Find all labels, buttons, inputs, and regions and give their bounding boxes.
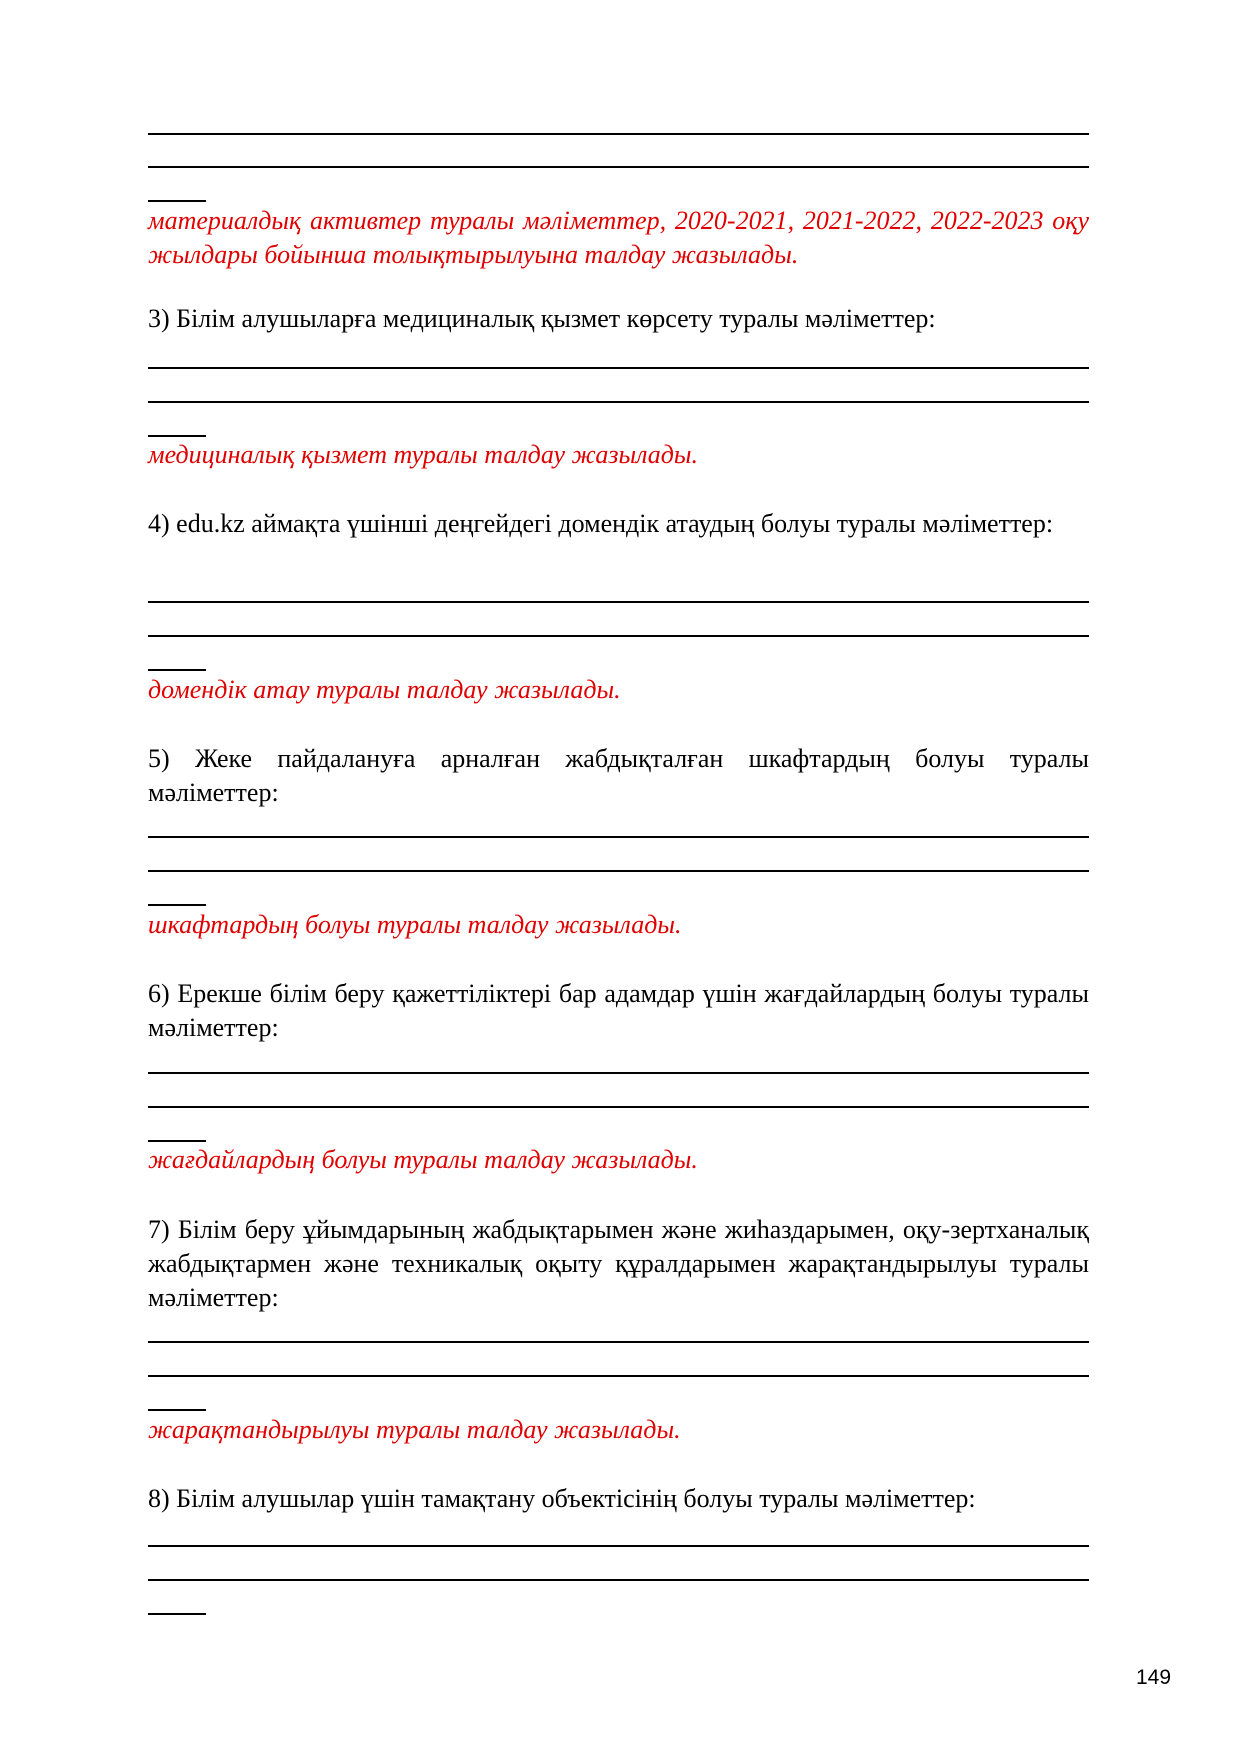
answer-line	[148, 1072, 1089, 1074]
answer-line	[148, 1375, 1089, 1377]
answer-line	[148, 1341, 1089, 1343]
answer-line	[148, 635, 1089, 637]
answer-line-stub	[148, 1409, 206, 1411]
section-8-heading: 8) Білім алушылар үшін тамақтану объектісінің болуы туралы мәліметтер:	[148, 1484, 976, 1513]
answer-line	[148, 401, 1089, 403]
answer-line	[148, 836, 1089, 838]
answer-line	[148, 1106, 1089, 1108]
answer-line	[148, 367, 1089, 369]
answer-line	[148, 1579, 1089, 1581]
page-number: 149	[1136, 1666, 1172, 1689]
section-4-heading: 4) edu.kz аймақта үшінші деңгейдегі домендік атаудың болуы туралы мәліметтер:	[148, 509, 1054, 538]
answer-line-stub	[148, 669, 206, 671]
answer-line-stub	[148, 904, 206, 906]
answer-line-stub	[148, 200, 206, 202]
answer-line	[148, 133, 1089, 135]
section-7-note: жарақтандырылуы туралы талдау жазылады.	[148, 1415, 681, 1444]
section-2-note: материалдық активтер туралы мәліметтер, 2020-2021, 2021-2022, 2022-2023 оқу жылдары бойынша толықтырылуына талдау жазылады.	[148, 206, 1089, 269]
answer-line	[148, 166, 1089, 168]
section-6-note: жағдайлардың болуы туралы талдау жазылады.	[148, 1145, 698, 1174]
answer-line	[148, 1545, 1089, 1547]
answer-line-stub	[148, 435, 206, 437]
answer-line-stub	[148, 1140, 206, 1142]
answer-line-stub	[148, 1613, 206, 1615]
section-3-heading: 3) Білім алушыларға медициналық қызмет көрсету туралы мәліметтер:	[148, 304, 936, 333]
answer-line	[148, 601, 1089, 603]
section-4-note: домендік атау туралы талдау жазылады.	[148, 675, 621, 704]
section-5-heading: 5) Жеке пайдалануға арналған жабдықталған шкафтардың болуы туралы мәліметтер:	[148, 744, 1089, 807]
section-3-note: медициналық қызмет туралы талдау жазылады.	[148, 440, 699, 469]
section-5-note: шкафтардың болуы туралы талдау жазылады.	[148, 910, 682, 939]
section-6-heading: 6) Ерекше білім беру қажеттіліктері бар адамдар үшін жағдайлардың болуы туралы мәліметтер:	[148, 979, 1089, 1042]
section-7-heading: 7) Білім беру ұйымдарының жабдықтарымен және жиһаздарымен, оқу-зертханалық жабдықтармен және техникалық оқыту құралдарымен жарақтандырылуы туралы мәліметтер:	[148, 1215, 1089, 1312]
answer-line	[148, 870, 1089, 872]
